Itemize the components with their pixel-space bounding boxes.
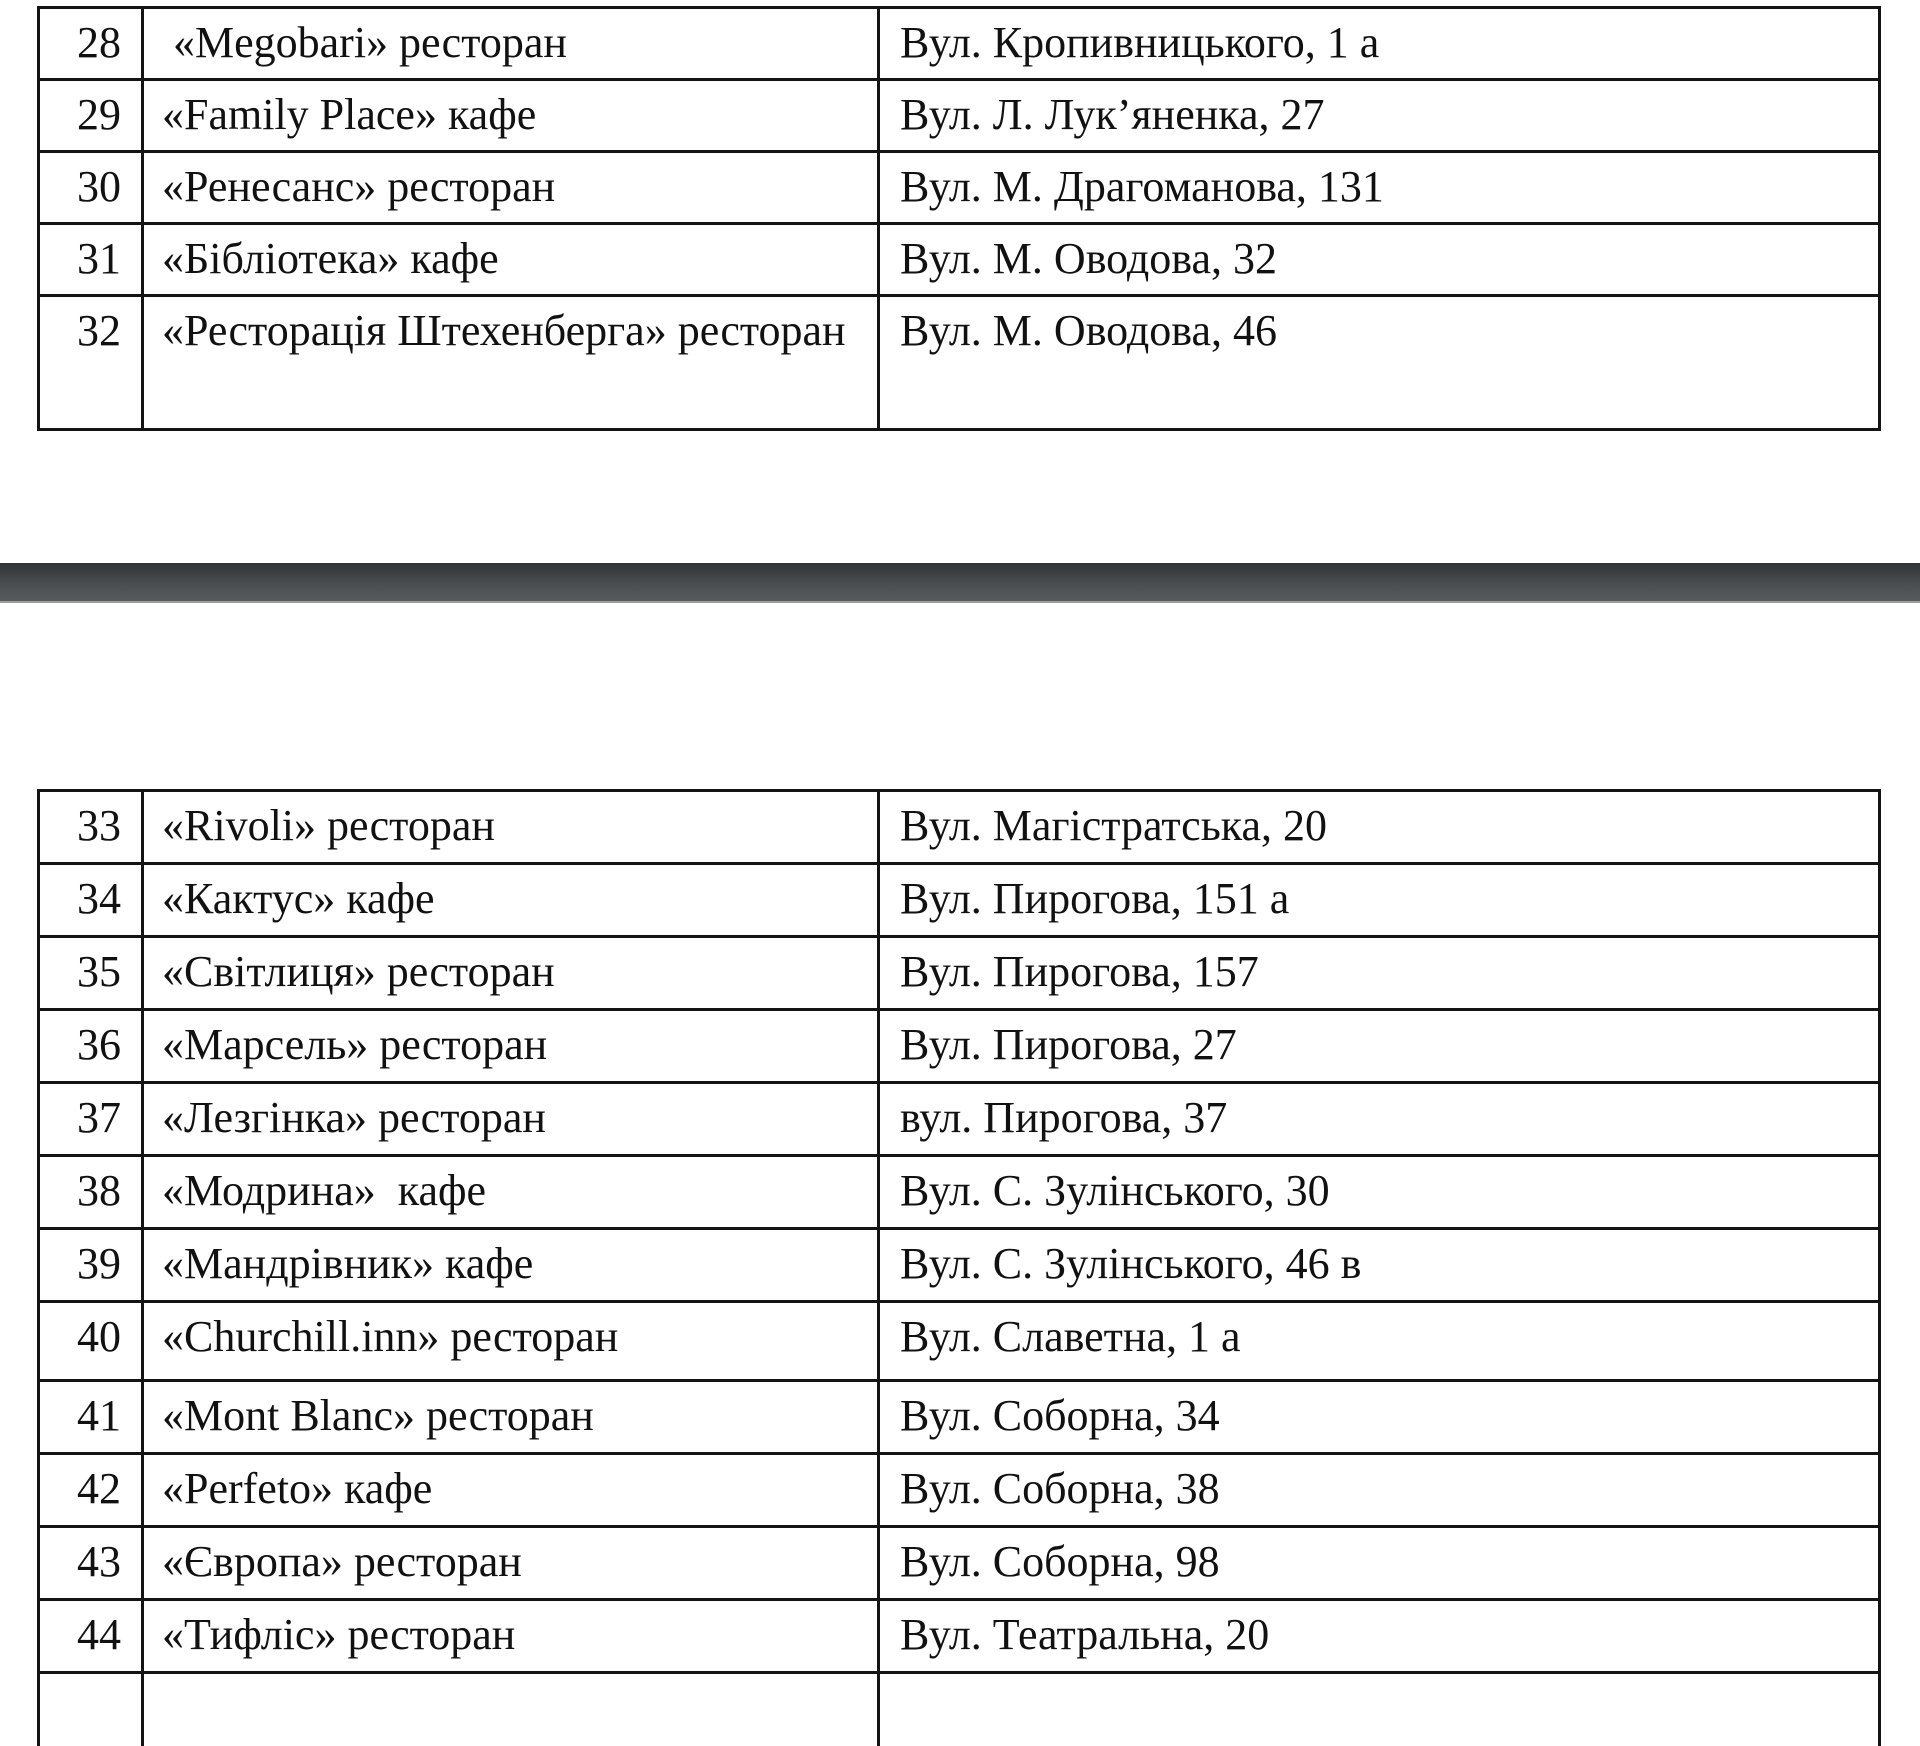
venue-address: Вул. Магістратська, 20 xyxy=(879,791,1880,864)
venue-name: «Perfeto» кафе xyxy=(143,1454,879,1527)
row-number: 43 xyxy=(39,1527,143,1600)
row-number: 44 xyxy=(39,1600,143,1673)
venue-name: «Європа» ресторан xyxy=(143,1527,879,1600)
venue-address: вул. Пирогова, 37 xyxy=(879,1083,1880,1156)
row-number: 30 xyxy=(39,152,143,224)
table-row xyxy=(39,80,1880,152)
table-row xyxy=(39,1527,1880,1600)
table-row xyxy=(39,296,1880,430)
cell-empty xyxy=(143,1673,879,1746)
venue-name: «Churchill.inn» ресторан xyxy=(143,1302,879,1381)
venue-name: «Марсель» ресторан xyxy=(143,1010,879,1083)
table-row xyxy=(39,1229,1880,1302)
table-row xyxy=(39,1156,1880,1229)
row-number: 41 xyxy=(39,1381,143,1454)
table-row xyxy=(39,937,1880,1010)
table-row xyxy=(39,1600,1880,1673)
venue-address: Вул. Соборна, 38 xyxy=(879,1454,1880,1527)
table-row xyxy=(39,1010,1880,1083)
row-number: 32 xyxy=(39,296,143,430)
venue-name: «Світлиця» ресторан xyxy=(143,937,879,1010)
row-number: 34 xyxy=(39,864,143,937)
row-number: 36 xyxy=(39,1010,143,1083)
row-number: 29 xyxy=(39,80,143,152)
venue-name: «Family Place» кафе xyxy=(143,80,879,152)
venue-address: Вул. Соборна, 34 xyxy=(879,1381,1880,1454)
row-number: 37 xyxy=(39,1083,143,1156)
restaurant-table-page-2 xyxy=(37,789,1881,1746)
venue-name: «Лезгінка» ресторан xyxy=(143,1083,879,1156)
table-row xyxy=(39,864,1880,937)
venue-name: «Тифліс» ресторан xyxy=(143,1600,879,1673)
row-number: 40 xyxy=(39,1302,143,1381)
table-row xyxy=(39,8,1880,80)
venue-address: Вул. Театральна, 20 xyxy=(879,1600,1880,1673)
table-row xyxy=(39,1454,1880,1527)
table-row xyxy=(39,224,1880,296)
venue-address: Вул. С. Зулінського, 46 в xyxy=(879,1229,1880,1302)
table-row xyxy=(39,1302,1880,1381)
table-row xyxy=(39,791,1880,864)
restaurant-table-page-1 xyxy=(37,6,1881,431)
venue-address: Вул. Соборна, 98 xyxy=(879,1527,1880,1600)
venue-address: Вул. Л. Лук’яненка, 27 xyxy=(879,80,1880,152)
cell-empty xyxy=(879,1673,1880,1746)
venue-address: Вул. Славетна, 1 а xyxy=(879,1302,1880,1381)
row-number: 39 xyxy=(39,1229,143,1302)
venue-name: «Mont Blanc» ресторан xyxy=(143,1381,879,1454)
venue-name: «Мандрівник» кафе xyxy=(143,1229,879,1302)
table-row xyxy=(39,1083,1880,1156)
venue-address: Вул. Кропивницького, 1 а xyxy=(879,8,1880,80)
venue-name: «Megobari» ресторан xyxy=(143,8,879,80)
row-number: 35 xyxy=(39,937,143,1010)
row-number: 28 xyxy=(39,8,143,80)
venue-name: «Rivoli» ресторан xyxy=(143,791,879,864)
venue-name: «Кактус» кафе xyxy=(143,864,879,937)
table-row-partial xyxy=(39,1673,1880,1746)
venue-address: Вул. Пирогова, 27 xyxy=(879,1010,1880,1083)
venue-address: Вул. М. Оводова, 32 xyxy=(879,224,1880,296)
venue-address: Вул. М. Оводова, 46 xyxy=(879,296,1880,430)
venue-name: «Модрина» кафе xyxy=(143,1156,879,1229)
venue-name: «Бібліотека» кафе xyxy=(143,224,879,296)
row-number: 33 xyxy=(39,791,143,864)
venue-address: Вул. С. Зулінського, 30 xyxy=(879,1156,1880,1229)
venue-address: Вул. М. Драгоманова, 131 xyxy=(879,152,1880,224)
row-number: 42 xyxy=(39,1454,143,1527)
venue-address: Вул. Пирогова, 151 а xyxy=(879,864,1880,937)
table-row xyxy=(39,152,1880,224)
table-row xyxy=(39,1381,1880,1454)
venue-address: Вул. Пирогова, 157 xyxy=(879,937,1880,1010)
cell-empty xyxy=(39,1673,143,1746)
row-number: 38 xyxy=(39,1156,143,1229)
page-separator xyxy=(0,563,1920,603)
venue-name: «Ресторація Штехенберга» ресторан xyxy=(143,296,879,430)
row-number: 31 xyxy=(39,224,143,296)
venue-name: «Ренесанс» ресторан xyxy=(143,152,879,224)
